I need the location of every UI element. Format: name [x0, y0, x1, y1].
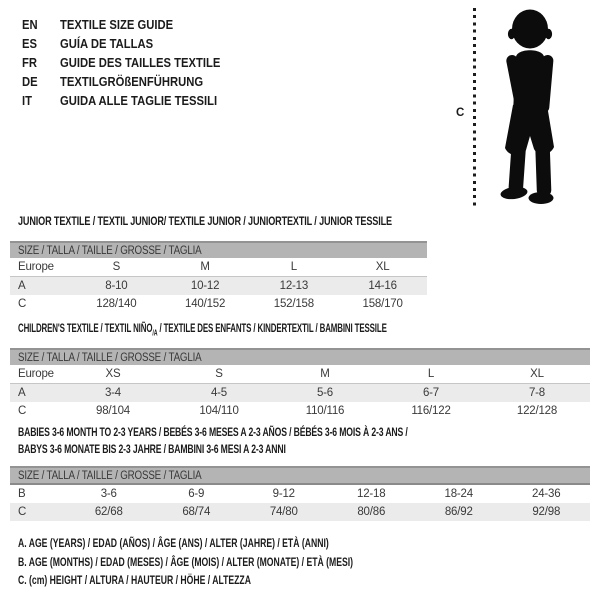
junior-section-title: JUNIOR TEXTILE / TEXTIL JUNIOR/ TEXTILE JUNIOR / JUNIORTEXTIL / JUNIOR TESSILE: [18, 214, 392, 228]
height-label-c: C: [456, 107, 465, 119]
nino-a-subscript: /A: [152, 328, 158, 338]
language-row-it: [22, 91, 238, 110]
table-row-c: [10, 402, 590, 420]
value-cell: S: [72, 258, 161, 277]
size-header-row: [10, 467, 590, 484]
value-cell: 4-5: [166, 384, 272, 403]
row-label-cell: A: [10, 277, 72, 296]
value-cell: 68/74: [153, 503, 241, 521]
value-cell: 12-18: [357, 488, 386, 500]
value-cell: XL: [338, 258, 427, 277]
footnote-line-c: C. (cm) HEIGHT / ALTURA / HAUTEUR / HÖHE / ALTEZZA: [18, 573, 251, 587]
size-header-cell: SIZE / TALLA / TAILLE / GRÖSSE / TAGLIA: [10, 349, 590, 365]
language-list: [22, 15, 238, 110]
value-cell: 9-12: [272, 488, 295, 500]
children-section-title: CHILDREN'S TEXTILE / TEXTIL $NIÑO_{/A}$ / TEXTILE DES ENFANTS / KINDERTEXTIL / BAMBINI TESSILE: [18, 321, 387, 338]
language-code: FR: [22, 55, 38, 70]
junior-size-table: [10, 241, 427, 313]
value-cell: 152/158: [273, 298, 314, 310]
value-cell: 62/68: [65, 503, 153, 521]
size-header-cell: SIZE / TALLA / TAILLE / GRÖSSE / TAGLIA: [10, 242, 427, 258]
children-size-table: [10, 348, 590, 420]
size-header-row: [10, 242, 427, 258]
table-row-a: [10, 277, 427, 296]
value-cell: 92/98: [503, 503, 591, 521]
language-row-es: [22, 34, 238, 53]
value-cell: L: [378, 365, 484, 384]
height-dotted-line: [473, 8, 476, 209]
row-label-cell: C: [18, 298, 27, 310]
value-cell: S: [166, 365, 272, 384]
value-cell: 74/80: [240, 503, 328, 521]
value-cell: 3-6: [100, 488, 117, 500]
table-row-b: [10, 484, 590, 503]
value-cell: 8-10: [72, 277, 161, 296]
value-cell: 110/116: [305, 405, 345, 417]
value-cell: 104/110: [199, 405, 239, 417]
language-name: TEXTILE SIZE GUIDE: [60, 17, 174, 32]
value-cell: 116/122: [411, 405, 451, 417]
language-name: GUÍA DE TALLAS: [60, 36, 154, 51]
value-cell: 5-6: [272, 384, 378, 403]
value-cell: 80/86: [328, 503, 416, 521]
size-header-row: [10, 349, 590, 365]
value-cell: 158/170: [362, 298, 403, 310]
language-name: TEXTILGRÖßENFÜHRUNG: [60, 74, 204, 89]
table-row-a: [10, 384, 590, 403]
baby-foot: [529, 192, 554, 204]
row-label-cell: C: [10, 503, 65, 521]
value-cell: 14-16: [338, 277, 427, 296]
value-cell: 6-9: [188, 488, 205, 500]
row-label-cell: A: [10, 384, 60, 403]
language-code: IT: [22, 93, 32, 108]
table-row-c: [10, 295, 427, 313]
language-code: DE: [22, 74, 38, 89]
row-label-cell: Europe: [10, 258, 72, 277]
value-cell: 128/140: [96, 298, 137, 310]
row-label-cell: C: [18, 405, 27, 417]
footnote-legend: [18, 536, 483, 592]
row-label-cell: Europe: [10, 365, 60, 384]
value-cell: XL: [484, 365, 590, 384]
value-cell: 7-8: [484, 384, 590, 403]
language-code: ES: [22, 36, 38, 51]
size-header-cell: SIZE / TALLA / TAILLE / GRÖSSE / TAGLIA: [10, 467, 590, 484]
value-cell: 12-13: [250, 277, 339, 296]
table-row-c: [10, 503, 590, 521]
baby-head: [512, 10, 548, 49]
value-cell: 122/128: [516, 405, 558, 417]
value-cell: M: [272, 365, 378, 384]
value-cell: 98/104: [96, 405, 130, 417]
value-cell: 140/152: [185, 298, 226, 310]
language-name: GUIDA ALLE TAGLIE TESSILI: [60, 93, 218, 108]
footnote-line-b: B. AGE (MONTHS) / EDAD (MESES) / ÂGE (MOIS) / ALTER (MONATE) / ETÀ (MESI): [18, 554, 354, 569]
value-cell: L: [250, 258, 339, 277]
language-row-en: [22, 15, 238, 34]
footnote-line-a: A. AGE (YEARS) / EDAD (AÑOS) / ÂGE (ANS) / ALTER (JAHRE) / ETÀ (ANNI): [18, 536, 329, 550]
value-cell: 24-36: [532, 488, 561, 500]
baby-foot: [500, 185, 528, 200]
value-cell: M: [161, 258, 250, 277]
value-cell: 18-24: [444, 488, 473, 500]
table-row-europe: [10, 365, 590, 384]
value-cell: 10-12: [161, 277, 250, 296]
language-row-de: [22, 72, 238, 91]
language-row-fr: [22, 53, 238, 72]
babies-size-table: [10, 466, 590, 521]
row-label-cell: B: [18, 488, 26, 500]
value-cell: 3-4: [60, 384, 166, 403]
language-name: GUIDE DES TAILLES TEXTILE: [60, 55, 221, 70]
value-cell: 6-7: [378, 384, 484, 403]
baby-silhouette-image: [483, 9, 578, 205]
language-code: EN: [22, 17, 38, 32]
table-row-europe: [10, 258, 427, 277]
value-cell: XS: [60, 365, 166, 384]
babies-section-title: BABIES 3-6 MONTH TO 2-3 YEARS / BEBÉS 3-6 MESES A 2-3 AÑOS / BÉBÉS 3-6 MOIS À 2-3 ANS / BABYS 3-6 MONATE BIS 2-3 JAHRE / BAMBINI 3-6 MESI A 2-3 ANNI: [18, 425, 408, 456]
value-cell: 86/92: [415, 503, 503, 521]
